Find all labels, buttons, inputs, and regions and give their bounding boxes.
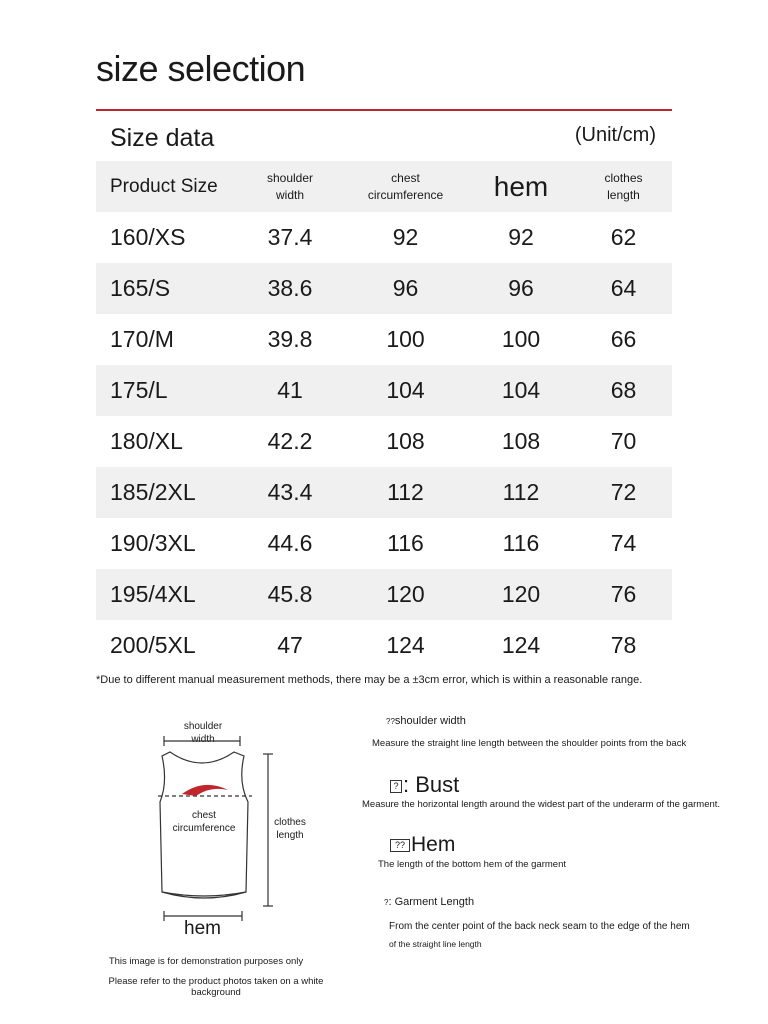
definition-shoulder-desc: Measure the straight line length between the shoulder points from the back xyxy=(372,738,687,749)
measurement-cell: 44.6 xyxy=(267,530,313,556)
diagram-label-line: circumference xyxy=(172,823,236,834)
diagram-label-line: shoulder xyxy=(183,721,223,732)
table-row xyxy=(96,467,672,518)
measurement-cell: 43.4 xyxy=(267,479,313,505)
measurement-cell: 116 xyxy=(502,530,540,556)
marker-icon: ?? xyxy=(386,717,395,726)
column-header-line: shoulder xyxy=(266,170,314,185)
diagram-label-line: chest xyxy=(192,810,216,821)
diagram-label-line: clothes xyxy=(274,817,306,828)
size-cell: 195/4XL xyxy=(110,581,196,607)
definition-shoulder xyxy=(386,715,466,727)
table-row xyxy=(96,518,672,569)
table-row xyxy=(96,212,672,263)
measurement-cell: 38.6 xyxy=(267,275,313,301)
measurement-cell: 96 xyxy=(392,275,419,301)
table-row xyxy=(96,569,672,620)
title-divider xyxy=(96,109,672,111)
definition-title xyxy=(386,715,466,727)
measurement-cell: 124 xyxy=(386,632,425,658)
diagram-label-line: length xyxy=(276,830,304,841)
marker-icon: ? xyxy=(390,780,402,793)
measurement-cell: 37.4 xyxy=(267,224,313,250)
page-title: size selection xyxy=(96,48,306,89)
column-header-product-size: Product Size xyxy=(110,175,218,197)
definition-title xyxy=(390,833,455,857)
table-header-row xyxy=(96,161,672,212)
diagram-label-line: width xyxy=(191,734,215,745)
column-header-line: clothes xyxy=(604,170,643,185)
definition-title xyxy=(390,772,459,798)
table-row xyxy=(96,620,672,671)
measurement-cell: 92 xyxy=(508,224,534,250)
definition-length-desc2: of the straight line length xyxy=(389,939,482,949)
measurement-cell: 112 xyxy=(502,479,540,505)
chest-circumference-label xyxy=(164,809,244,835)
column-header-chest xyxy=(344,170,467,204)
column-header-line: chest xyxy=(391,170,420,185)
unit-label: (Unit/cm) xyxy=(574,124,656,146)
measurement-cell: 112 xyxy=(387,479,424,505)
column-header-line: width xyxy=(275,187,304,202)
definition-bust-desc: Measure the horizontal length around the widest part of the underarm of the garment. xyxy=(362,799,721,810)
definition-length-desc: From the center point of the back neck seam to the edge of the hem xyxy=(389,921,690,932)
measurement-cell: 62 xyxy=(610,224,637,250)
photo-disclaimer: Please refer to the product photos taken on a white background xyxy=(108,976,324,998)
column-header-clothes-length xyxy=(575,170,672,204)
measurement-cell: 78 xyxy=(610,632,637,658)
marker-icon: ?? xyxy=(390,839,410,852)
column-header-hem: hem xyxy=(493,170,549,202)
measurement-cell: 108 xyxy=(386,428,425,454)
size-cell: 180/XL xyxy=(110,428,183,454)
measurement-cell: 120 xyxy=(386,581,425,607)
definition-hem xyxy=(390,833,455,857)
measurement-cell: 70 xyxy=(610,428,637,454)
size-cell: 190/3XL xyxy=(110,530,196,556)
column-header-line: circumference xyxy=(367,187,444,202)
measurement-cell: 76 xyxy=(610,581,637,607)
table-heading: Size data xyxy=(110,124,215,152)
measurement-cell: 39.8 xyxy=(267,326,313,352)
size-cell: 165/S xyxy=(110,275,171,301)
definition-title-text: : Garment Length xyxy=(388,896,475,908)
measurement-cell: 66 xyxy=(610,326,637,352)
definition-title-text: : Bust xyxy=(403,772,460,797)
measurement-cell: 68 xyxy=(610,377,637,403)
measurement-cell: 100 xyxy=(501,326,541,352)
measurement-cell: 74 xyxy=(610,530,637,556)
measurement-cell: 45.8 xyxy=(267,581,313,607)
demo-disclaimer: This image is for demonstration purposes only xyxy=(108,956,304,967)
garment-diagram xyxy=(96,712,336,1002)
definition-length xyxy=(384,896,474,908)
column-header-line: length xyxy=(607,187,640,202)
size-cell: 200/5XL xyxy=(110,632,196,658)
size-cell: 160/XS xyxy=(110,224,186,250)
definition-title-text: shoulder width xyxy=(394,715,466,727)
table-row xyxy=(96,263,672,314)
measurement-cell: 72 xyxy=(610,479,637,505)
measurement-cell: 116 xyxy=(387,530,424,556)
measurement-note: *Due to different manual measurement methods, there may be a ±3cm error, which is within a reasonable range. xyxy=(96,674,643,686)
table-row xyxy=(96,314,672,365)
measurement-cell: 124 xyxy=(501,632,541,658)
clothes-length-label xyxy=(268,816,312,842)
table-row xyxy=(96,365,672,416)
hem-label: hem xyxy=(184,918,221,939)
definition-bust xyxy=(390,772,459,798)
measurement-cell: 96 xyxy=(508,275,534,301)
measurement-cell: 41 xyxy=(277,377,303,403)
measurement-cell: 42.2 xyxy=(267,428,313,454)
measurement-cell: 120 xyxy=(501,581,541,607)
measurement-cell: 100 xyxy=(386,326,425,352)
table-row xyxy=(96,416,672,467)
measurement-cell: 104 xyxy=(501,377,541,403)
measurement-cell: 64 xyxy=(610,275,637,301)
definition-title-text: Hem xyxy=(411,833,456,856)
measurement-cell: 92 xyxy=(392,224,419,250)
definition-hem-desc: The length of the bottom hem of the garment xyxy=(378,859,567,870)
measurement-cell: 47 xyxy=(277,632,303,658)
size-cell: 185/2XL xyxy=(110,479,196,505)
measurement-cell: 108 xyxy=(501,428,541,454)
marker-icon: ? xyxy=(384,898,389,907)
column-header-shoulder-width xyxy=(236,170,344,204)
size-table xyxy=(96,161,672,671)
size-cell: 175/L xyxy=(110,377,168,403)
measurement-cell: 104 xyxy=(386,377,425,403)
definition-title xyxy=(384,896,474,908)
table-body xyxy=(96,212,672,671)
size-cell: 170/M xyxy=(110,326,174,352)
